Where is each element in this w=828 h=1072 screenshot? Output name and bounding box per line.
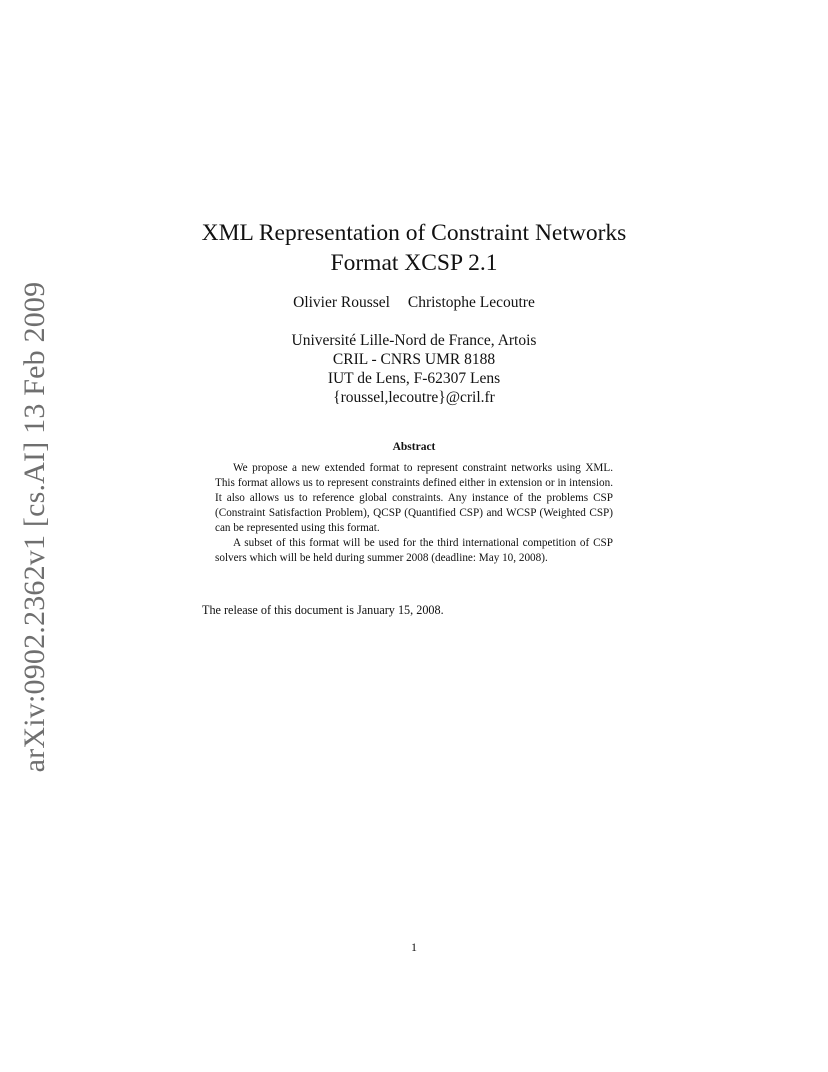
paper-title: [150, 218, 678, 278]
title-line-2: Format XCSP 2.1: [330, 250, 498, 276]
release-note: The release of this document is January 15, 2008.: [202, 603, 444, 617]
abstract-paragraph: We propose a new extended format to represent constraint networks using XML. This format allows us to represent constraints defined either in extension or in intension. It also allows us to reference global constraints. Any instance of the problems CSP (Constraint Satisfaction Problem), QCSP (Quantified CSP) and WCSP (Weighted CSP) can be represented using this format.: [215, 462, 613, 534]
author-name: Christophe Lecoutre: [407, 294, 535, 311]
page-number: 1: [411, 940, 417, 954]
author-email[interactable]: {roussel,lecoutre}@cril.fr: [333, 389, 495, 406]
abstract-heading: Abstract: [392, 441, 436, 453]
arxiv-identifier-stamp[interactable]: arXiv:0902.2362v1 [cs.AI] 13 Feb 2009: [18, 281, 51, 773]
abstract-paragraph: A subset of this format will be used for the third international competition of CSP solvers which will be held during summer 2008 (deadline: May 10, 2008).: [215, 537, 613, 564]
affiliation-line: IUT de Lens, F-62307 Lens: [327, 370, 501, 387]
affiliation-line: Université Lille-Nord de France, Artois: [291, 332, 537, 349]
author-name: Olivier Roussel: [293, 294, 390, 311]
title-line-1: XML Representation of Constraint Networks: [201, 220, 627, 246]
affiliation-block: [150, 331, 678, 407]
affiliation-line: CRIL - CNRS UMR 8188: [332, 351, 496, 368]
author-list: [150, 293, 678, 313]
abstract-body: [215, 461, 613, 566]
